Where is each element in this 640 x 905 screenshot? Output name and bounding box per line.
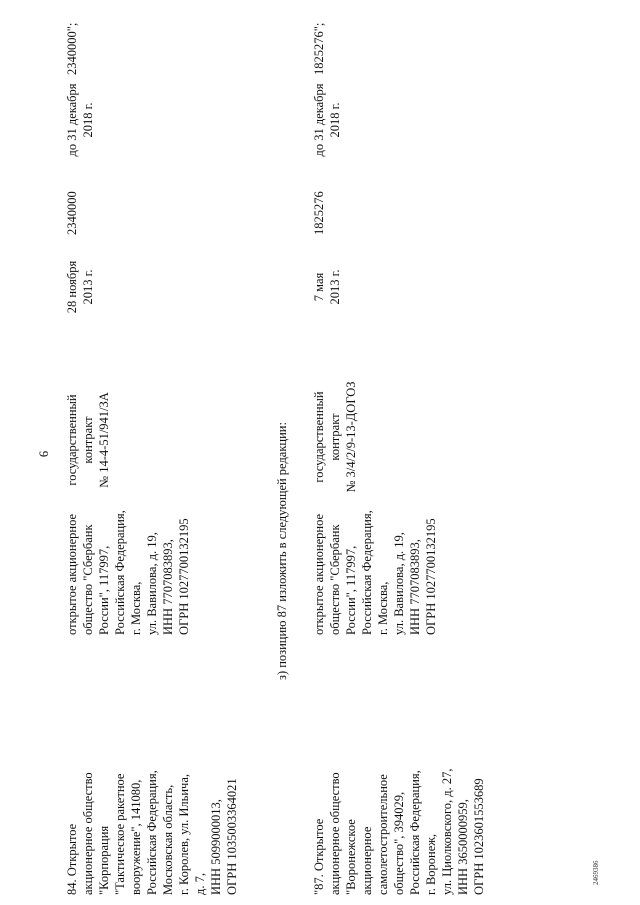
row-84-bank: открытое акционерное общество "Сбербанк России", 117997, Российская Федерация, г. Москва, ул. Вавилова, д. 19, ИНН 7707083893, ОГРН 1027700132195 <box>65 510 191 635</box>
row-84-term: до 31 декабря 2018 г. <box>65 83 95 157</box>
row-84-company: 84. Открытое акционерное общество "Корпорация "Тактическое ракетное вооружение", 141080, Российская Федерация, Московская область, г. Королев, ул. Ильича, д. 7, ИНН 5099000013, ОГРН 1035003364021 <box>65 770 239 895</box>
row-87-contract: государственный контракт № 3/4/2/9-13-ДОГОЗ <box>312 381 358 493</box>
row-87-bank: открытое акционерное общество "Сбербанк России", 117997, Российская Федерация, г. Москва, ул. Вавилова, д. 19, ИНН 7707083893, ОГРН 1027700132195 <box>312 510 438 635</box>
row-87-date: 7 мая 2013 г. <box>312 269 342 305</box>
row-84-contract: государственный контракт № 14-4-51/941/ЗА <box>65 392 111 488</box>
row-84-amount: 2340000 <box>65 191 79 235</box>
document-code: 2469386 <box>592 860 600 885</box>
page-number: 6 <box>37 450 51 458</box>
row-87-company: "87. Открытое акционерное общество "Воронежское акционерное самолетостроительное общество", 394029, Российская Федерация, г. Воронеж, ул. Циолковского, д. 27, ИНН 3650000959, ОГРН 1023601553689 <box>312 768 486 895</box>
row-84-sum: 2340000"; <box>65 22 79 75</box>
row-84-date: 28 ноября 2013 г. <box>65 260 95 314</box>
row-87-term: до 31 декабря 2018 г. <box>312 83 342 157</box>
section-heading: з) позицию 87 изложить в следующей редакции: <box>275 422 289 680</box>
row-87-sum: 1825276"; <box>312 22 326 75</box>
row-87-amount: 1825276 <box>312 191 326 235</box>
